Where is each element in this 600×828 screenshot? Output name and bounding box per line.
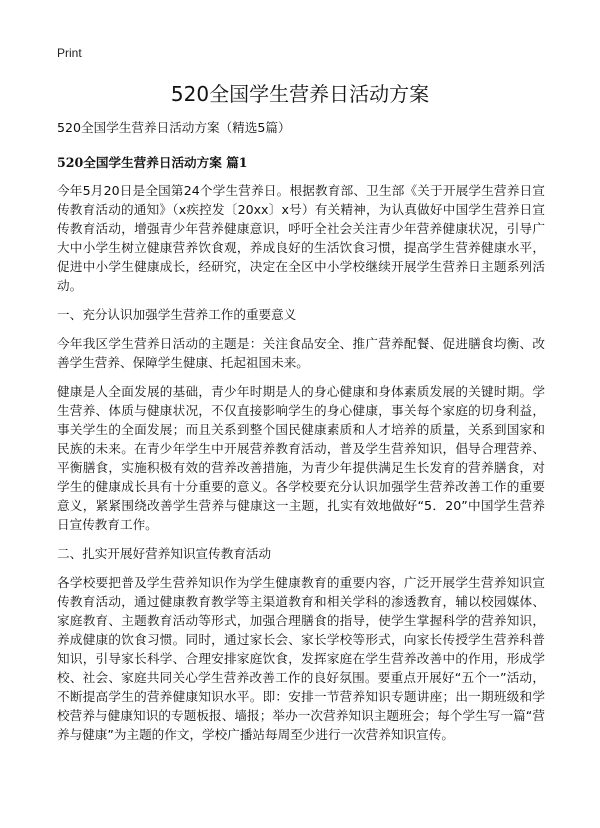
paragraph-health: 健康是人全面发展的基础，青少年时期是人的身心健康和身体素质发展的关键时期。学生营养、体质与健康状况，不仅直接影响学生的身心健康，事关每个家庭的切身利益，事关学生的全面发展；而且关系到整个国民健康素质和人才培养的质量，关系到国家和民族的未来。在青少年学生中开展营养教育活动，普及学生营养知识，倡导合理营养、平衡膳食，实施积极有效的营养改善措施，为青少年提供满足生长发育的营养膳食，对学生的健康成长具有十分重要的意义。各学校要充分认识加强学生营养改善工作的重要意义，紧紧围绕改善学生营养与健康这一主题，扎实有效地做好“5．20”中国学生营养日宣传教育工作。 (57, 384, 545, 532)
document-body (57, 118, 545, 754)
section-heading: 520全国学生营养日活动方案 篇1 (57, 155, 248, 170)
paragraph-intro: 今年5月20日是全国第24个学生营养日。根据教育部、卫生部《关于开展学生营养日宣传教育活动的通知》（x疾控发〔20xx〕x号）有关精神，为认真做好中国学生营养日宣传教育活动，增强青少年营养健康意识，呼吁全社会关注青少年营养健康状况，引导广大中小学生树立健康营养饮食观，养成良好的生活饮食习惯，提高学生营养健康水平，促进中小学生健康成长，经研究，决定在全区中小学校继续开展学生营养日主题系列活动。 (57, 183, 545, 293)
document-subtitle: 520全国学生营养日活动方案（精选5篇） (57, 120, 291, 135)
paragraph-education: 各学校要把普及学生营养知识作为学生健康教育的重要内容，广泛开展学生营养知识宣传教育活动，通过健康教育教学等主渠道教育和相关学科的渗透教育，辅以校园媒体、家庭教育、主题教育活动等形式，加强合理膳食的指导，使学生掌握科学的营养知识，养成健康的饮食习惯。同时，通过家长会、家长学校等形式，向家长传授学生营养科普知识，引导家长科学、合理安排家庭饮食，发挥家庭在学生营养改善中的作用，形成学校、社会、家庭共同关心学生营养改善工作的良好氛围。要重点开展好“五个一”活动，不断提高学生的营养健康知识水平。即：安排一节营养知识专题讲座；出一期班级和学校营养与健康知识的专题板报、墙报；举办一次营养知识主题班会；每个学生写一篇“营养与健康”为主题的作文，学校广播站每周至少进行一次营养知识宣传。 (57, 575, 545, 742)
document-title: 520全国学生营养日活动方案 (170, 82, 430, 106)
subheading-1: 一、充分认识加强学生营养工作的重要意义 (57, 307, 297, 322)
print-label: Print (57, 46, 82, 60)
paragraph-theme: 今年我区学生营养日活动的主题是：关注食品安全、推广营养配餐、促进膳食均衡、改善学生营养、保障学生健康、托起祖国未来。 (57, 336, 545, 370)
subheading-2: 二、扎实开展好营养知识宣传教育活动 (57, 546, 272, 561)
